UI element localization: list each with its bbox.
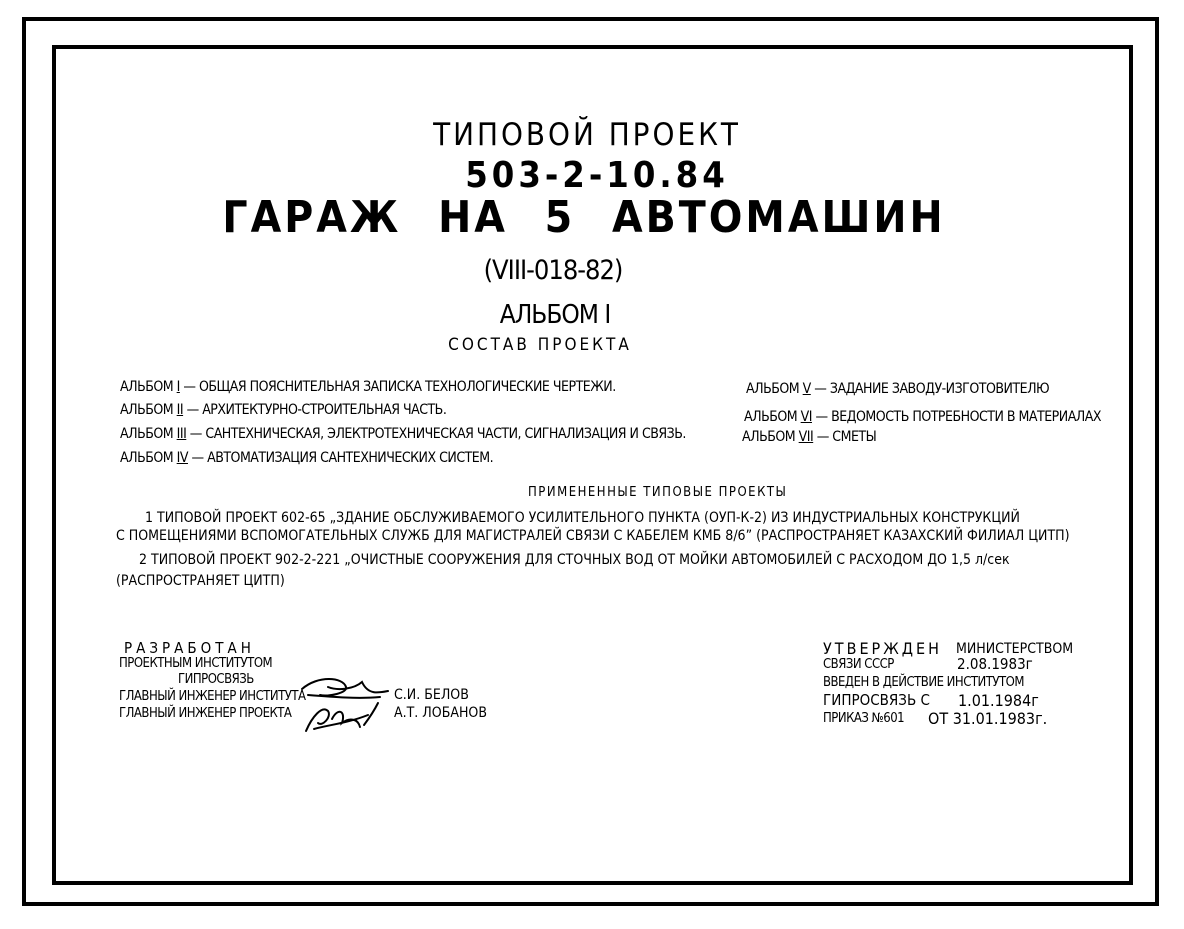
enacted-text: ВВЕДЕН В ДЕЙСТВИЕ ИНСТИТУТОМ — [823, 675, 1024, 690]
project-title: ГАРАЖ НА 5 АВТОМАШИН — [222, 192, 946, 243]
developer-institute: ГИПРОСВЯЗЬ — [178, 672, 254, 687]
order-date: ОТ 31.01.1983г. — [928, 709, 1048, 728]
approved-by: МИНИСТЕРСТВОМ — [956, 641, 1074, 657]
album-item: АЛЬБОМ V — ЗАДАНИЕ ЗАВОДУ-ИЗГОТОВИТЕЛЮ — [746, 381, 1050, 397]
applied-project-line: 2 ТИПОВОЙ ПРОЕКТ 902-2-221 „ОЧИСТНЫЕ СООРУЖЕНИЯ ДЛЯ СТОЧНЫХ ВОД ОТ МОЙКИ АВТОМОБИЛЕЙ С РАСХОДОМ ДО 1,5 л/сек — [139, 552, 1010, 568]
chief-engineer-institute-role: ГЛАВНЫЙ ИНЖЕНЕР ИНСТИТУТА — [119, 689, 306, 704]
developed-by-text: ПРОЕКТНЫМ ИНСТИТУТОМ — [119, 656, 273, 671]
approved-org: СВЯЗИ СССР — [823, 657, 894, 672]
album-item: АЛЬБОМ I — ОБЩАЯ ПОЯСНИТЕЛЬНАЯ ЗАПИСКА ТЕХНОЛОГИЧЕСКИЕ ЧЕРТЕЖИ. — [120, 379, 616, 395]
applied-project-line: С ПОМЕЩЕНИЯМИ ВСПОМОГАТЕЛЬНЫХ СЛУЖБ ДЛЯ МАГИСТРАЛЕЙ СВЯЗИ С КАБЕЛЕМ КМБ 8/6” (РАСПРОСТРАНЯЕТ КАЗАХСКИЙ ФИЛИАЛ ЦИТП) — [116, 528, 1070, 544]
applied-projects-heading: ПРИМЕНЕННЫЕ ТИПОВЫЕ ПРОЕКТЫ — [528, 485, 788, 500]
signature-icon — [288, 667, 393, 737]
project-code: (VIII-018-82) — [483, 255, 623, 286]
album-item: АЛЬБОМ VI — ВЕДОМОСТЬ ПОТРЕБНОСТИ В МАТЕРИАЛАХ — [744, 409, 1102, 425]
composition-heading: СОСТАВ ПРОЕКТА — [448, 335, 632, 355]
chief-engineer-project-role: ГЛАВНЫЙ ИНЖЕНЕР ПРОЕКТА — [119, 706, 292, 721]
order-number: ПРИКАЗ №601 — [823, 711, 905, 726]
album-item: АЛЬБОМ VII — СМЕТЫ — [742, 429, 877, 445]
approved-date: 2.08.1983г — [957, 655, 1033, 673]
album-item: АЛЬБОМ IV — АВТОМАТИЗАЦИЯ САНТЕХНИЧЕСКИХ СИСТЕМ. — [120, 450, 494, 466]
title-line-1: ТИПОВОЙ ПРОЕКТ — [433, 117, 741, 153]
developed-heading: РАЗРАБОТАН — [124, 639, 255, 657]
chief-engineer-project-name: А.Т. ЛОБАНОВ — [394, 705, 487, 721]
applied-project-line: 1 ТИПОВОЙ ПРОЕКТ 602-65 „ЗДАНИЕ ОБСЛУЖИВАЕМОГО УСИЛИТЕЛЬНОГО ПУНКТА (ОУП-К-2) ИЗ ИНДУСТРИАЛЬНЫХ КОНСТРУКЦИЙ — [145, 510, 1020, 526]
enacting-institute: ГИПРОСВЯЗЬ С — [823, 691, 930, 709]
project-number: 503-2-10.84 — [465, 155, 729, 196]
album-item: АЛЬБОМ II — АРХИТЕКТУРНО-СТРОИТЕЛЬНАЯ ЧАСТЬ. — [120, 402, 447, 418]
approved-heading: УТВЕРЖДЕН — [823, 639, 942, 658]
start-date: 1.01.1984г — [958, 691, 1039, 710]
applied-project-line: (РАСПРОСТРАНЯЕТ ЦИТП) — [116, 573, 285, 589]
album-item: АЛЬБОМ III — САНТЕХНИЧЕСКАЯ, ЭЛЕКТРОТЕХНИЧЕСКАЯ ЧАСТИ, СИГНАЛИЗАЦИЯ И СВЯЗЬ. — [120, 426, 686, 442]
album-label: АЛЬБОМ I — [499, 300, 611, 330]
chief-engineer-institute-name: С.И. БЕЛОВ — [394, 687, 469, 703]
